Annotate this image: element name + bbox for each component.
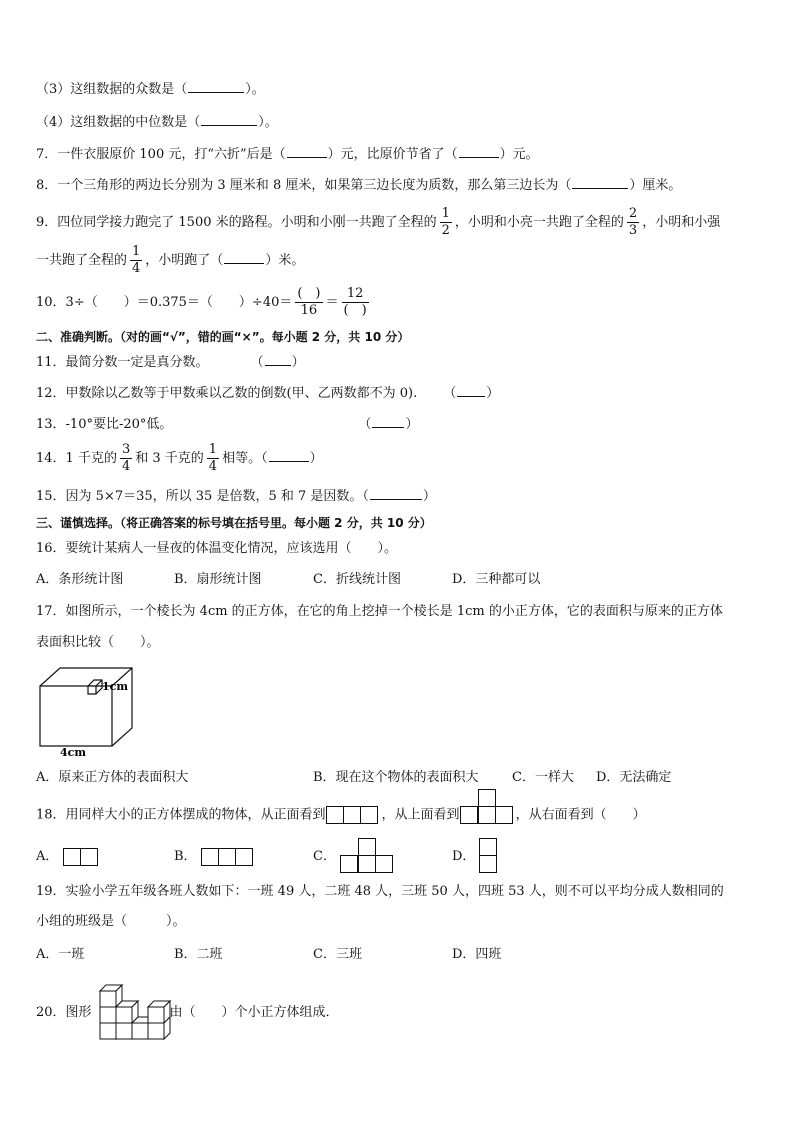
answer-blank[interactable]	[459, 145, 499, 158]
option-d[interactable]: D．三种都可以	[452, 572, 541, 587]
question-7: 7．一件衣服原价 100 元，打“六折”后是（ ）元，比原价节省了（ ）元。	[36, 147, 539, 162]
option-d-figure	[479, 838, 497, 874]
answer-blank[interactable]	[265, 353, 291, 366]
section-2-heading: 二、准确判断。（对的画“√”，错的画“×”。每小题 2 分，共 10 分）	[36, 330, 410, 344]
question-9-line-1: 9．四位同学接力跑完了 1500 米的路程。小明和小刚一共跑了全程的 $\frac{1}{2}$ ，小明和小亮一共跑了全程的 $\frac{2}{3}$ ，小明和小强	[36, 206, 721, 238]
cube-figure	[34, 664, 144, 756]
question-19-line-1: 19．实验小学五年级各班人数如下：一班 49 人，二班 48 人，三班 50 人，四班 53 人，则不可以平均分成人数相同的	[36, 884, 724, 899]
question-10: 10．3÷（ ）＝0.375＝（ ）÷40＝ $\frac{( )}{16}$ ＝ $\frac{12}{( )}$	[36, 286, 367, 318]
fraction: $\frac{1}{4}$	[208, 442, 218, 474]
answer-blank[interactable]	[287, 145, 327, 158]
option-c[interactable]: C．折线统计图	[313, 572, 401, 587]
option-c[interactable]: C．	[313, 849, 336, 864]
option-c[interactable]: C．一样大	[512, 770, 574, 785]
option-c-figure	[340, 838, 396, 874]
question-18: 18．用同样大小的正方体摆成的物体，从正面看到 ，从上面看到 ，从右面看到（ ）	[36, 805, 646, 826]
option-d[interactable]: D．	[452, 849, 476, 864]
fraction: $\frac{12}{( )}$	[343, 286, 367, 318]
question-17-line-1: 17．如图所示，一个棱长为 4cm 的正方体，在它的角上挖掉一个棱长是 1cm 的小正方体，它的表面积与原来的正方体	[36, 604, 723, 619]
fraction: $\frac{1}{4}$	[132, 244, 141, 276]
option-d[interactable]: D．四班	[452, 947, 502, 962]
option-b[interactable]: B．现在这个物体的表面积大	[313, 770, 479, 785]
answer-blank[interactable]	[370, 487, 422, 500]
option-d[interactable]: D．无法确定	[596, 770, 672, 785]
option-b[interactable]: B．二班	[174, 947, 223, 962]
front-view-figure	[326, 806, 382, 824]
question-9-line-2: 一共跑了全程的 $\frac{1}{4}$ ，小明跑了（ ）米。	[36, 244, 305, 276]
option-b[interactable]: B．	[174, 849, 197, 864]
option-a[interactable]: A．一班	[36, 947, 85, 962]
option-c[interactable]: C．三班	[313, 947, 362, 962]
question-8: 8．一个三角形的两边长分别为 3 厘米和 8 厘米，如果第三边长度为质数，那么第三边长为（ ）厘米。	[36, 178, 682, 193]
answer-blank[interactable]	[224, 251, 264, 264]
option-b-figure	[201, 848, 255, 866]
option-a[interactable]: A．条形统计图	[36, 572, 124, 587]
question-12: 12．甲数除以乙数等于甲数乘以乙数的倒数(甲、乙两数都不为 0). （ ）	[36, 386, 500, 401]
fraction: $\frac{1}{2}$	[441, 206, 450, 238]
question-19-line-2: 小组的班级是（ ）。	[36, 914, 186, 929]
question-11: 11．最简分数一定是真分数。 （ ）	[36, 355, 305, 370]
question-17-line-2: 表面积比较（ ）。	[36, 635, 160, 650]
answer-blank[interactable]	[572, 176, 628, 189]
option-a-figure	[63, 848, 99, 866]
label-1cm: 1cm	[102, 680, 128, 693]
answer-blank[interactable]	[269, 449, 309, 462]
q-prev-item-4: （4）这组数据的中位数是（ ）。	[36, 115, 278, 130]
answer-blank[interactable]	[188, 80, 244, 93]
answer-blank[interactable]	[372, 415, 404, 428]
question-13: 13．-10°要比-20°低。 （ ）	[36, 417, 419, 432]
answer-blank[interactable]	[457, 384, 485, 397]
question-20: 20．图形 由（ ）个小正方体组成．	[36, 1005, 339, 1020]
fraction: $\frac{( )}{16}$	[297, 286, 321, 318]
fraction: $\frac{2}{3}$	[628, 206, 638, 238]
option-a[interactable]: A．原来正方体的表面积大	[36, 770, 189, 785]
top-view-figure	[460, 805, 516, 825]
question-15: 15．因为 5×7＝35，所以 35 是倍数，5 和 7 是因数。（ ）	[36, 489, 436, 504]
fraction: $\frac{3}{4}$	[121, 442, 131, 474]
section-3-heading: 三、谨慎选择。（将正确答案的标号填在括号里。每小题 2 分，共 10 分）	[36, 516, 432, 530]
question-14: 14．1 千克的 $\frac{3}{4}$ 和 3 千克的 $\frac{1}{4}$ 相等。（ ）	[36, 442, 323, 474]
option-a[interactable]: A．	[36, 849, 59, 864]
answer-blank[interactable]	[201, 113, 257, 126]
question-16: 16．要统计某病人一昼夜的体温变化情况，应该选用（ ）。	[36, 541, 398, 556]
q-prev-item-3: （3）这组数据的众数是（ ）。	[36, 82, 265, 97]
option-b[interactable]: B．扇形统计图	[174, 572, 262, 587]
label-4cm: 4cm	[60, 746, 86, 756]
